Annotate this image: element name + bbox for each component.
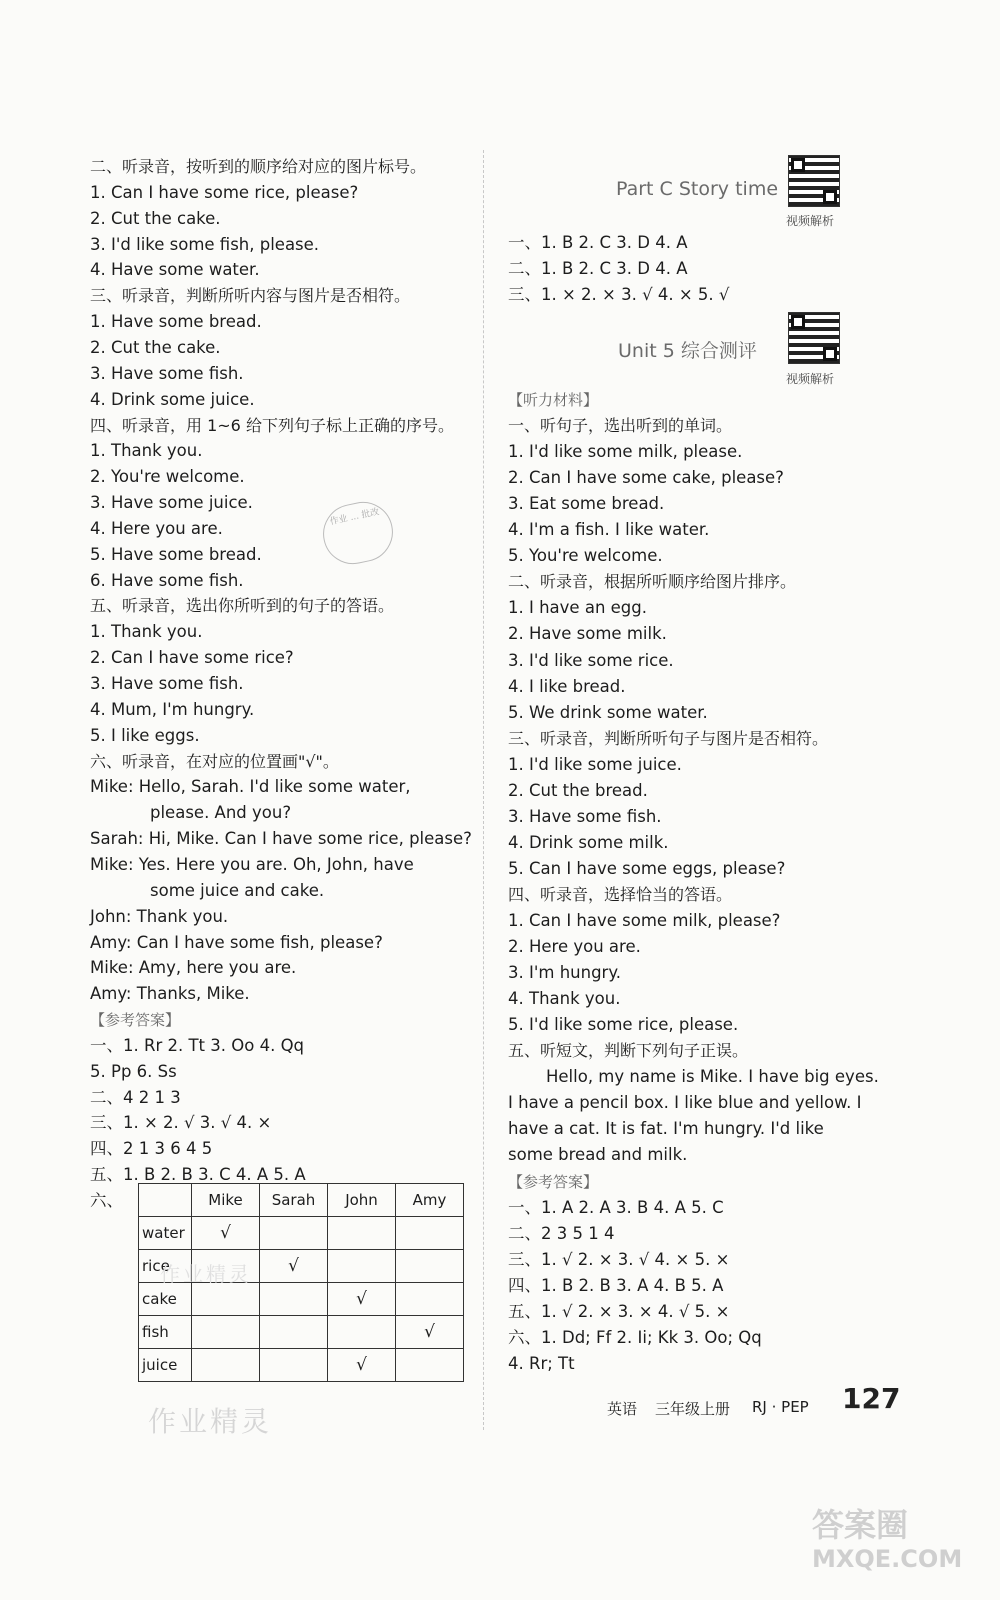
left-line: Amy: Can I have some fish, please?	[90, 932, 383, 952]
unit-line: 1. I'd like some juice.	[508, 754, 682, 774]
left-line: 1. Have some bread.	[90, 312, 262, 332]
answer-table-cell: √	[328, 1349, 396, 1382]
answer-table-cell	[328, 1250, 396, 1283]
unit-line: 2. Here you are.	[508, 937, 641, 957]
answer-table-cell	[396, 1250, 464, 1283]
left-line: 六、听录音，在对应的位置画"√"。	[90, 751, 339, 771]
unit-line: 四、听录音，选择恰当的答语。	[508, 884, 733, 904]
answer-table-row	[139, 1283, 464, 1316]
unit-line: some bread and milk.	[508, 1145, 688, 1165]
unit-line: 六、1. Dd; Ff 2. Ii; Kk 3. Oo; Qq	[508, 1327, 762, 1347]
answer-table-cell	[396, 1283, 464, 1316]
answer-table-cell: √	[328, 1283, 396, 1316]
unit-line: 4. Thank you.	[508, 989, 621, 1009]
left-line: 4. Here you are.	[90, 518, 223, 538]
unit-line: 四、1. B 2. B 3. A 4. B 5. A	[508, 1275, 724, 1295]
unit-line: 五、1. √ 2. × 3. × 4. √ 5. ×	[508, 1301, 730, 1321]
left-line: 五、1. B 2. B 3. C 4. A 5. A	[90, 1165, 306, 1185]
left-line: 5. Have some bread.	[90, 544, 262, 564]
unit-line: 3. Have some fish.	[508, 806, 662, 826]
unit-line: 3. Eat some bread.	[508, 494, 665, 514]
qr-label: 视频解析	[786, 372, 835, 386]
answer-table-cell	[260, 1316, 328, 1349]
answer-table-corner	[139, 1184, 192, 1217]
unit-line: 2. Can I have some cake, please?	[508, 468, 784, 488]
part-c-title: Part C Story time	[616, 178, 779, 200]
left-line: 6. Have some fish.	[90, 570, 244, 590]
site-logo-text: 答案圈	[812, 1506, 909, 1544]
unit-line: 【听力材料】	[508, 391, 599, 409]
left-line: 二、听录音，按听到的顺序给对应的图片标号。	[90, 157, 427, 176]
answer-table-cell: √	[396, 1316, 464, 1349]
footer-subject: 英语	[607, 1400, 638, 1418]
unit-line: 4. Rr; Tt	[508, 1353, 575, 1373]
answer-table-cell	[192, 1316, 260, 1349]
site-logo-url: MXQE.COM	[812, 1545, 963, 1573]
answer-table-row-label: juice	[139, 1349, 192, 1382]
unit-line: 4. Drink some milk.	[508, 832, 669, 852]
left-line: 3. Have some fish.	[90, 363, 244, 383]
unit-line: 5. Can I have some eggs, please?	[508, 858, 786, 878]
unit-line: 三、听录音，判断所听句子与图片是否相符。	[508, 728, 829, 748]
answer-table-cell	[328, 1316, 396, 1349]
table-watermark: 作业精灵	[160, 1262, 252, 1286]
unit-line: 1. Can I have some milk, please?	[508, 911, 781, 930]
left-line: 2. You're welcome.	[90, 467, 245, 487]
homework-stamp: 作业 ... 批改	[318, 496, 399, 569]
unit-line: 三、1. √ 2. × 3. √ 4. × 5. ×	[508, 1249, 730, 1269]
unit-line: 1. I'd like some milk, please.	[508, 442, 743, 462]
answer-table-col-header: Mike	[192, 1184, 260, 1217]
answer-table-cell	[260, 1349, 328, 1382]
left-line: please. And you?	[150, 803, 292, 823]
left-line: 四、2 1 3 6 4 5	[90, 1139, 213, 1159]
left-line: Amy: Thanks, Mike.	[90, 984, 250, 1004]
left-line: Mike: Yes. Here you are. Oh, John, have	[90, 854, 414, 874]
answer-table-cell	[328, 1217, 396, 1250]
left-line: Sarah: Hi, Mike. Can I have some rice, please?	[90, 829, 472, 849]
page-number: 127	[842, 1382, 901, 1415]
answer-table-cell	[192, 1349, 260, 1382]
left-line: some juice and cake.	[150, 880, 325, 900]
unit-line: 五、听短文，判断下列句子正误。	[508, 1041, 749, 1061]
answer-table-cell	[396, 1349, 464, 1382]
left-line: 1. Thank you.	[90, 622, 203, 642]
answer-table-row-label: cake	[139, 1283, 192, 1316]
qr-label: 视频解析	[786, 214, 835, 228]
left-line: 3. Have some fish.	[90, 674, 244, 693]
left-line: Mike: Amy, here you are.	[90, 958, 297, 978]
answer-table-col-header: Sarah	[260, 1184, 328, 1217]
left-line: 一、1. Rr 2. Tt 3. Oo 4. Qq	[90, 1035, 305, 1055]
left-line: 2. Can I have some rice?	[90, 648, 294, 668]
left-line: John: Thank you.	[90, 906, 229, 926]
left-line: 五、听录音，选出你所听到的句子的答语。	[90, 596, 395, 616]
left-line: 【参考答案】	[90, 1011, 181, 1030]
answer-table-cell	[396, 1217, 464, 1250]
left-line: Mike: Hello, Sarah. I'd like some water,	[90, 777, 411, 797]
part-c-line: 三、1. × 2. × 3. √ 4. × 5. √	[508, 284, 730, 304]
left-line: 四、听录音，用 1~6 给下列句子标上正确的序号。	[90, 415, 454, 435]
qr-code-icon[interactable]	[788, 312, 840, 364]
unit-line: 5. I'd like some rice, please.	[508, 1015, 739, 1035]
answer-table-row-label: water	[139, 1217, 192, 1250]
answer-table-cell	[192, 1283, 260, 1316]
answer-table-col-header: John	[328, 1184, 396, 1217]
left-line: 3. Have some juice.	[90, 493, 253, 513]
left-line: 1. Thank you.	[90, 441, 203, 461]
left-line: 5. Pp 6. Ss	[90, 1061, 177, 1081]
answer-table-cell: √	[260, 1250, 328, 1283]
unit-line: 2. Cut the bread.	[508, 780, 648, 800]
left-line: 3. I'd like some fish, please.	[90, 234, 320, 254]
left-line: 三、1. × 2. √ 3. √ 4. ×	[90, 1113, 272, 1133]
left-line: 三、听录音，判断所听内容与图片是否相符。	[90, 286, 411, 306]
qr-code-icon[interactable]	[788, 155, 840, 207]
left-line: 1. Can I have some rice, please?	[90, 182, 359, 202]
left-line: 2. Cut the cake.	[90, 208, 221, 228]
column-divider	[483, 150, 484, 1430]
unit-line: 3. I'm hungry.	[508, 963, 621, 983]
unit-line: 二、听录音，根据所听顺序给图片排序。	[508, 572, 797, 592]
footer-grade: 三年级上册	[655, 1400, 731, 1418]
unit-line: 一、听句子，选出听到的单词。	[508, 416, 733, 436]
unit-line: have a cat. It is fat. I'm hungry. I'd like	[508, 1119, 824, 1139]
unit-line: 2. Have some milk.	[508, 624, 667, 644]
unit-line: 4. I'm a fish. I like water.	[508, 520, 710, 540]
unit-line: Hello, my name is Mike. I have big eyes.	[546, 1067, 879, 1087]
unit-line: 一、1. A 2. A 3. B 4. A 5. C	[508, 1197, 724, 1217]
left-line: 2. Cut the cake.	[90, 337, 221, 357]
unit-line: 二、2 3 5 1 4	[508, 1223, 615, 1243]
unit-line: 1. I have an egg.	[508, 598, 647, 618]
unit-line: 4. I like bread.	[508, 676, 626, 696]
unit-line: 3. I'd like some rice.	[508, 650, 674, 670]
unit-line: 5. We drink some water.	[508, 702, 708, 722]
left-line: 5. I like eggs.	[90, 725, 200, 745]
unit-title: Unit 5 综合测评	[618, 340, 757, 362]
answer-table-cell	[260, 1217, 328, 1250]
unit-line: 5. You're welcome.	[508, 546, 663, 566]
left-line: 二、4 2 1 3	[90, 1087, 181, 1107]
site-logo-watermark	[812, 1508, 962, 1576]
answer-table-row	[139, 1217, 464, 1250]
left-line: 4. Drink some juice.	[90, 389, 255, 409]
left-line: 六、	[90, 1191, 123, 1210]
answer-table-row-label: fish	[139, 1316, 192, 1349]
answer-table-row-label: rice	[139, 1250, 192, 1283]
part-c-line: 一、1. B 2. C 3. D 4. A	[508, 233, 688, 252]
answer-table-header	[139, 1184, 464, 1217]
left-line: 4. Mum, I'm hungry.	[90, 699, 255, 719]
part-c-line: 二、1. B 2. C 3. D 4. A	[508, 258, 688, 278]
bottom-watermark: 作业精灵	[148, 1405, 273, 1438]
unit-line: I have a pencil box. I like blue and yellow. I	[508, 1093, 862, 1113]
unit-line: 【参考答案】	[508, 1172, 599, 1191]
answer-table-row	[139, 1316, 464, 1349]
footer-edition: RJ · PEP	[752, 1398, 809, 1416]
answer-table-col-header: Amy	[396, 1184, 464, 1217]
answer-table-row	[139, 1349, 464, 1382]
answer-table-cell	[260, 1283, 328, 1316]
answer-table-cell: √	[192, 1217, 260, 1250]
left-line: 4. Have some water.	[90, 260, 260, 280]
